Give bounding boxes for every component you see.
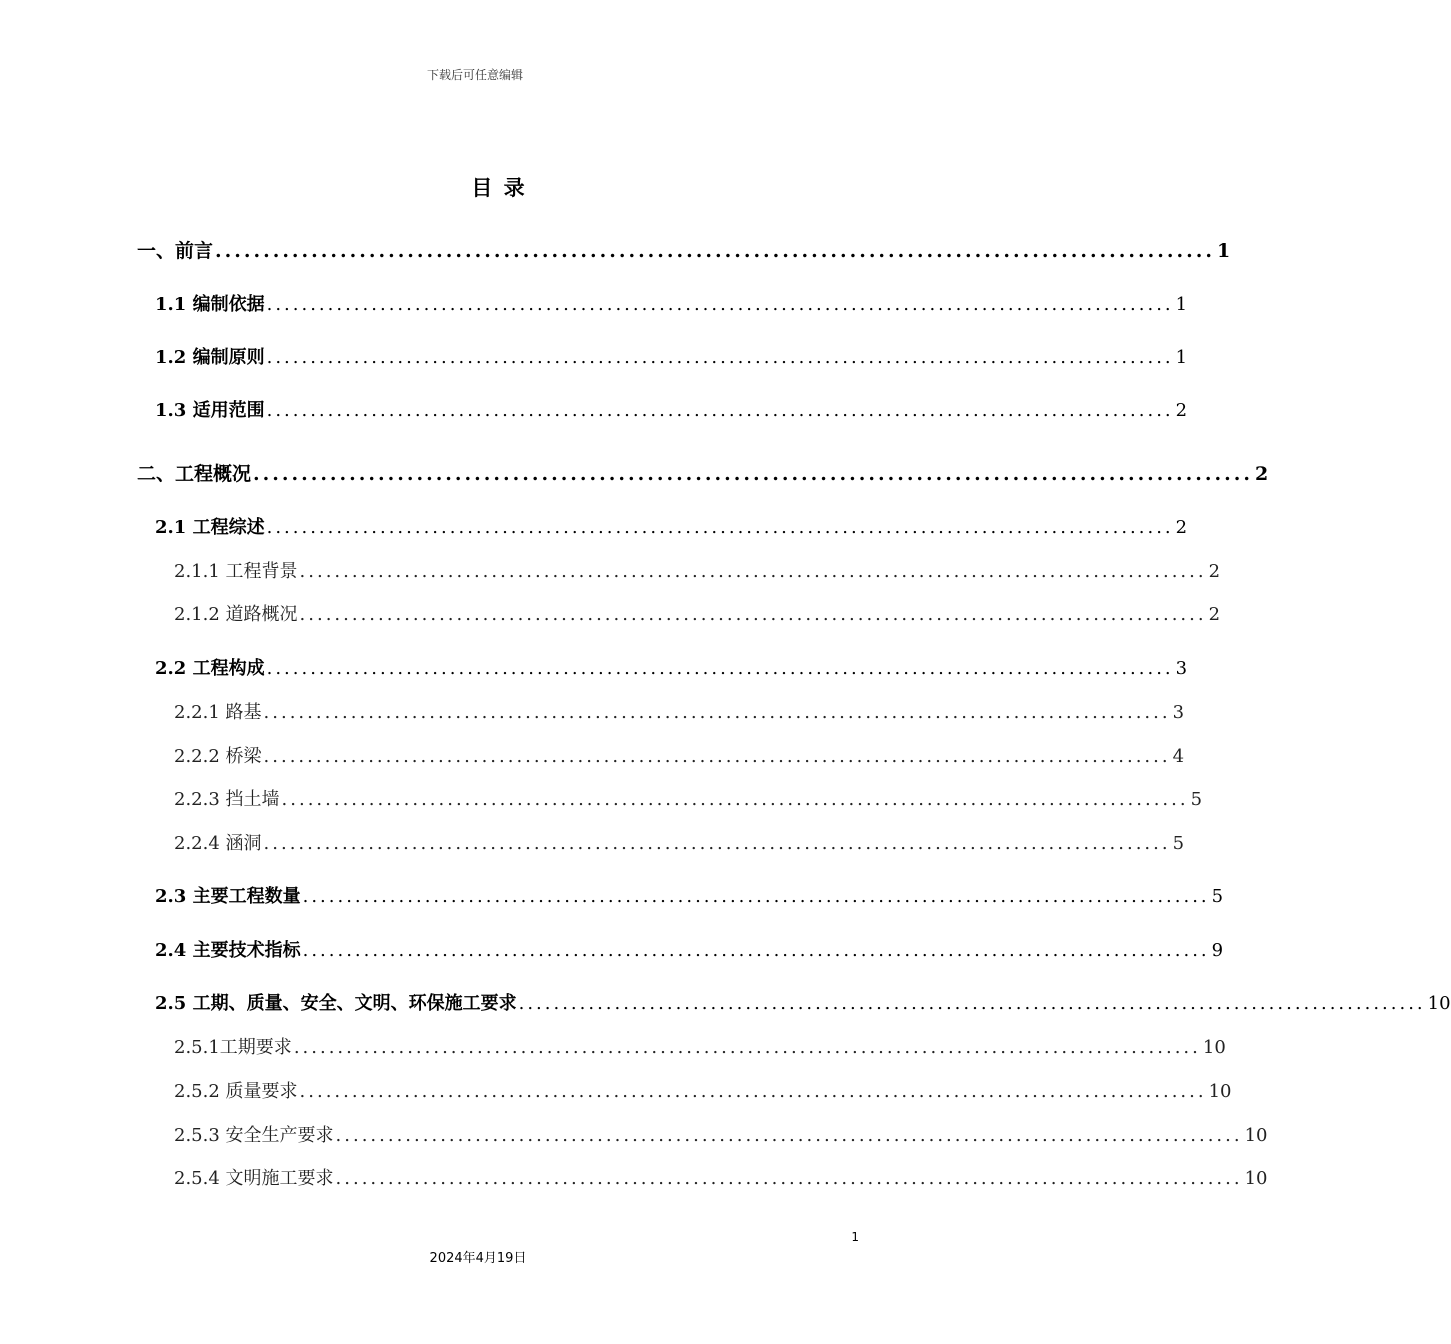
toc-entry-label: 2.1.2 道路概况 (174, 604, 298, 625)
dot-leader: ........................................................................................................ (263, 833, 1171, 854)
dot-leader: ........................................................................................................ (266, 400, 1174, 421)
toc-entry-label: 2.1 工程综述 (155, 517, 265, 538)
page-header: 下载后可任意编辑 (426, 68, 523, 82)
dot-leader: ........................................................................................................ (266, 658, 1174, 679)
toc-entry[interactable] (155, 343, 1188, 369)
toc-entry-label: 2.1.1 工程背景 (174, 561, 298, 582)
toc-entry-label: 2.4 主要技术指标 (155, 940, 301, 961)
toc-entry-page: 5 (1172, 833, 1185, 854)
dot-leader: ........................................................................................................ (263, 702, 1171, 723)
toc-entry-page: 3 (1175, 658, 1188, 679)
toc-entry-page: 10 (1202, 1037, 1226, 1058)
toc-entry-label: 2.2.3 挡土墙 (174, 789, 280, 810)
toc-entry-page: 10 (1427, 993, 1451, 1014)
dot-leader: ........................................................................................................ (299, 604, 1207, 625)
toc-entry-label: 1.2 编制原则 (155, 347, 265, 368)
dot-leader: ........................................................................................................ (335, 1125, 1243, 1146)
toc-entry-label: 2.5.3 安全生产要求 (174, 1125, 334, 1146)
toc-entry[interactable] (174, 600, 1221, 626)
dot-leader: ........................................................................................................ (266, 347, 1174, 368)
dot-leader: ........................................................................................................ (335, 1168, 1243, 1189)
toc-entry-page: 1 (1175, 294, 1188, 315)
toc-entry[interactable] (155, 936, 1224, 962)
toc-entry-label: 一、前言 (137, 240, 214, 262)
page-number: 1 (851, 1230, 859, 1244)
toc-entry-label: 2.2.1 路基 (174, 702, 262, 723)
toc-entry-label: 2.5.4 文明施工要求 (174, 1168, 334, 1189)
toc-entry[interactable] (174, 829, 1185, 855)
toc-entry[interactable] (174, 742, 1185, 768)
dot-leader: ........................................................................................................ (266, 517, 1174, 538)
toc-entry-page: 5 (1211, 886, 1224, 907)
toc-entry-label: 1.3 适用范围 (155, 400, 265, 421)
toc-entry-label: 2.5 工期、质量、安全、文明、环保施工要求 (155, 993, 517, 1014)
toc-entry[interactable] (174, 698, 1185, 724)
toc-entry-page: 3 (1172, 702, 1185, 723)
toc-entry-label: 2.2.2 桥梁 (174, 746, 262, 767)
dot-leader: ........................................................................................................ (266, 294, 1174, 315)
dot-leader: ........................................................................................................ (263, 746, 1171, 767)
toc-entry-page: 10 (1244, 1168, 1268, 1189)
dot-leader: ........................................................................................................ (302, 886, 1210, 907)
toc-entry-page: 4 (1172, 746, 1185, 767)
dot-leader: ........................................................................................................ (518, 993, 1426, 1014)
toc-entry-page: 5 (1190, 789, 1203, 810)
toc-entry[interactable] (155, 654, 1188, 680)
toc-entry-label: 二、工程概况 (137, 463, 252, 485)
toc-entry-page: 10 (1208, 1081, 1232, 1102)
toc-entry[interactable] (137, 459, 1269, 486)
toc-title: 目 录 (471, 175, 527, 200)
toc-entry-page: 2 (1208, 561, 1221, 582)
dot-leader: ........................................................................................................ (253, 463, 1253, 485)
toc-entry-page: 1 (1175, 347, 1188, 368)
toc-entry-page: 2 (1175, 400, 1188, 421)
toc-entry-page: 10 (1244, 1125, 1268, 1146)
footer-date: 2024年4月19日 (429, 1251, 527, 1266)
toc-entry[interactable] (155, 513, 1188, 539)
toc-entry[interactable] (174, 1164, 1268, 1190)
toc-entry[interactable] (155, 290, 1188, 316)
toc-entry[interactable] (137, 236, 1231, 263)
toc-entry[interactable] (174, 785, 1203, 811)
toc-entry-label: 2.5.1工期要求 (174, 1037, 292, 1058)
toc-entry[interactable] (174, 557, 1221, 583)
toc-entry-page: 9 (1211, 940, 1224, 961)
dot-leader: ........................................................................................................ (302, 940, 1210, 961)
toc-entry-page: 2 (1254, 463, 1269, 485)
dot-leader: ........................................................................................................ (299, 561, 1207, 582)
toc-entry[interactable] (155, 396, 1188, 422)
toc-entry-page: 2 (1208, 604, 1221, 625)
toc-entry-label: 1.1 编制依据 (155, 294, 265, 315)
toc-entry[interactable] (174, 1033, 1226, 1059)
toc-entry-label: 2.3 主要工程数量 (155, 886, 301, 907)
toc-entry-label: 2.2 工程构成 (155, 658, 265, 679)
toc-entry[interactable] (174, 1077, 1232, 1103)
toc-entry-label: 2.5.2 质量要求 (174, 1081, 298, 1102)
toc-entry[interactable] (174, 1121, 1268, 1147)
dot-leader: ........................................................................................................ (293, 1037, 1201, 1058)
toc-entry-label: 2.2.4 涵洞 (174, 833, 262, 854)
dot-leader: ........................................................................................................ (281, 789, 1189, 810)
toc-entry-page: 2 (1175, 517, 1188, 538)
dot-leader: ........................................................................................................ (299, 1081, 1207, 1102)
toc-entry-page: 1 (1216, 240, 1231, 262)
toc-entry[interactable] (155, 882, 1224, 908)
toc-entry[interactable] (155, 989, 1451, 1015)
dot-leader: ........................................................................................................ (215, 240, 1215, 262)
